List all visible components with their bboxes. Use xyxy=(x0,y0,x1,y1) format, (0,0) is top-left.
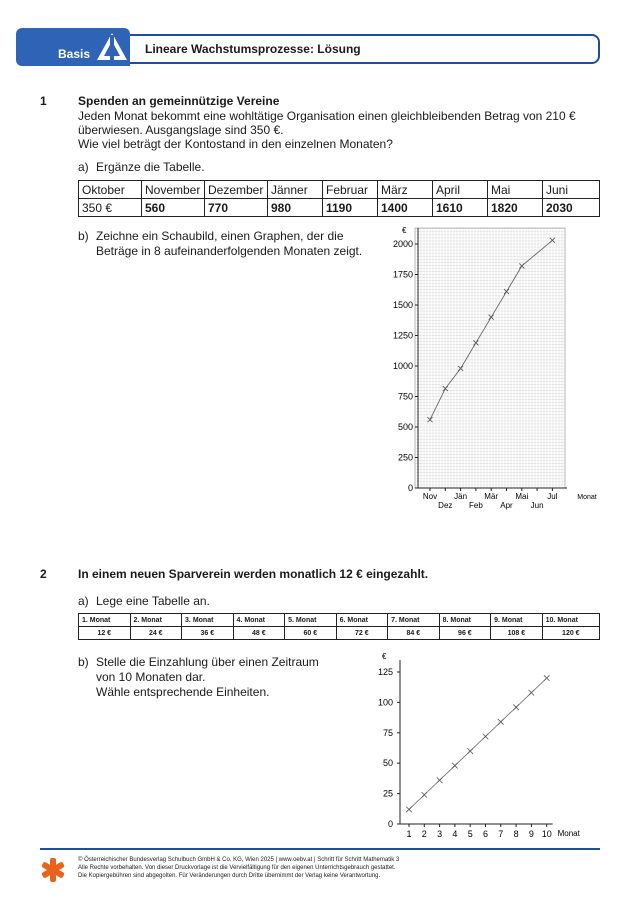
footer-line: © Österreichischer Bundesverlag Schulbuch GmbH & Co. KG, Wien 2025 | www.oebv.at | Schritt für Schritt Mathematik 3 xyxy=(78,857,400,863)
triangle-logo-icon xyxy=(95,31,129,63)
task1b-line1: Zeichne ein Schaubild, einen Graphen, der die xyxy=(96,229,344,243)
chart-savings xyxy=(360,650,600,842)
task1-number: 1 xyxy=(40,94,47,108)
task2b-line2: von 10 Monaten dar. xyxy=(96,670,206,684)
table-cell: 3. Monat xyxy=(182,614,234,627)
series-line xyxy=(409,678,547,809)
x-axis-label: Monat xyxy=(577,494,597,501)
footer-line: Alle Rechte vorbehalten. Von dieser Druckvorlage ist die Vervielfältigung für den eigenen Unterrichtsgebrauch gestattet. xyxy=(78,865,396,871)
x-tick-label: 9 xyxy=(528,829,534,839)
y-tick-label: 0 xyxy=(387,819,393,829)
y-tick-label: 750 xyxy=(397,391,413,402)
data-point xyxy=(437,777,443,783)
table-cell: 560 xyxy=(142,199,205,217)
x-tick-label: 5 xyxy=(467,829,473,839)
table-cell: 84 € xyxy=(388,627,440,640)
x-tick-label: Apr xyxy=(500,501,513,510)
data-point xyxy=(406,807,412,813)
table-cell: 4. Monat xyxy=(233,614,285,627)
y-tick-label: 1750 xyxy=(392,269,413,280)
table-cell: 6. Monat xyxy=(336,614,388,627)
task1a-text: Ergänze die Tabelle. xyxy=(96,160,205,174)
y-tick-label: 50 xyxy=(382,758,393,769)
table-cell: 2030 xyxy=(543,199,600,217)
footer-copyright xyxy=(78,856,399,880)
y-tick-label: 125 xyxy=(377,667,393,677)
footer-line: Die Kopiergebühren sind abgegolten. Für Veränderungen durch Dritte übernimmt der Verlag keine Verantwortung. xyxy=(78,873,381,879)
table-cell: Jänner xyxy=(268,181,323,199)
table-cell: 60 € xyxy=(285,627,337,640)
table-cell: 1610 xyxy=(433,199,488,217)
table-cell: April xyxy=(433,181,488,199)
x-tick-label: Feb xyxy=(469,501,483,510)
y-axis-label: € xyxy=(402,226,407,235)
task1-title: Spenden an gemeinnützige Vereine xyxy=(78,94,280,108)
data-point xyxy=(498,719,504,725)
x-tick-label: Jun xyxy=(530,501,544,510)
series-line xyxy=(430,240,552,419)
table-cell: 2. Monat xyxy=(130,614,182,627)
y-tick-label: 75 xyxy=(382,727,393,738)
page-title: Lineare Wachstumsprozesse: Lösung xyxy=(145,42,361,56)
table-cell: 1820 xyxy=(488,199,543,217)
y-tick-label: 500 xyxy=(397,422,413,432)
table-cell: Februar xyxy=(323,181,378,199)
x-tick-label: Jul xyxy=(547,492,558,501)
x-tick-label: Nov xyxy=(422,492,438,501)
table-cell: 1. Monat xyxy=(79,614,131,627)
y-tick-label: 250 xyxy=(397,452,413,463)
task1b-label: b) xyxy=(78,229,89,243)
task2b-label: b) xyxy=(78,655,89,669)
chart-account-balance xyxy=(380,222,600,518)
table-cell: 36 € xyxy=(182,627,234,640)
x-tick-label: 1 xyxy=(406,829,412,839)
data-point xyxy=(513,704,519,710)
task1-intro-line2: überwiesen. Ausgangslage sind 350 €. xyxy=(78,123,284,137)
task2b-line3: Wähle entsprechende Einheiten. xyxy=(96,685,270,699)
y-tick-label: 1250 xyxy=(392,330,413,341)
x-tick-label: Jän xyxy=(454,492,468,501)
table-cell: 7. Monat xyxy=(388,614,440,627)
task1-table-value-row xyxy=(79,199,600,217)
table-cell: 9. Monat xyxy=(491,614,543,627)
y-tick-label: 25 xyxy=(382,788,393,799)
badge-label: Basis xyxy=(58,47,91,61)
task1a-label: a) xyxy=(78,160,89,174)
task1-table-header-row xyxy=(79,181,600,199)
table-cell: 108 € xyxy=(491,627,543,640)
y-tick-label: 0 xyxy=(407,483,413,493)
footer-divider xyxy=(40,848,600,850)
x-tick-label: Mär xyxy=(484,492,499,501)
x-tick-label: 7 xyxy=(498,829,504,839)
y-tick-label: 2000 xyxy=(392,239,413,249)
table-cell: 5. Monat xyxy=(285,614,337,627)
x-tick-label: 2 xyxy=(421,829,427,839)
data-point xyxy=(529,690,535,696)
task2a-text: Lege eine Tabelle an. xyxy=(96,594,210,608)
publisher-star-logo-icon xyxy=(40,857,66,883)
table-cell: 1400 xyxy=(378,199,433,217)
data-point xyxy=(458,366,463,371)
task2-table-value-row xyxy=(79,627,600,640)
table-cell: 12 € xyxy=(79,627,131,640)
y-tick-label: 100 xyxy=(377,697,393,708)
task1b-line2: Beträge in 8 aufeinanderfolgenden Monaten zeigt. xyxy=(96,244,363,258)
data-point xyxy=(550,238,555,243)
x-tick-label: 3 xyxy=(437,829,443,839)
x-tick-label: 10 xyxy=(541,829,552,839)
table-cell: 48 € xyxy=(233,627,285,640)
table-cell: 120 € xyxy=(542,627,599,640)
task1-intro-line3: Wie viel beträgt der Kontostand in den einzelnen Monaten? xyxy=(78,137,393,151)
table-cell: 10. Monat xyxy=(542,614,599,627)
task2b-line1: Stelle die Einzahlung über einen Zeitraum xyxy=(96,655,319,669)
task2-table-header-row xyxy=(79,614,600,627)
table-cell: Mai xyxy=(488,181,543,199)
task2a-label: a) xyxy=(78,594,89,608)
data-point xyxy=(544,675,550,681)
x-tick-label: 4 xyxy=(452,829,458,839)
table-cell: Oktober xyxy=(79,181,142,199)
table-cell: 96 € xyxy=(439,627,491,640)
table-cell: Juni xyxy=(543,181,600,199)
x-tick-label: 6 xyxy=(482,829,489,839)
table-cell: November xyxy=(142,181,205,199)
y-tick-label: 1500 xyxy=(392,300,413,310)
table-cell: 72 € xyxy=(336,627,388,640)
x-tick-label: Dez xyxy=(438,501,453,510)
task1-table xyxy=(78,180,600,217)
table-cell: 8. Monat xyxy=(439,614,491,627)
x-axis-label: Monat xyxy=(557,829,580,838)
table-cell: 350 € xyxy=(79,199,142,217)
task2-title: In einem neuen Sparverein werden monatlich 12 € eingezahlt. xyxy=(78,567,429,581)
y-axis-label: € xyxy=(382,652,387,661)
data-point xyxy=(422,792,428,798)
y-tick-label: 1000 xyxy=(392,361,413,371)
data-point xyxy=(452,763,458,769)
task1-intro-line1: Jeden Monat bekommt eine wohltätige Organisation einen gleichbleibenden Betrag von 210 € xyxy=(78,109,576,123)
data-point xyxy=(483,734,489,740)
task2-number: 2 xyxy=(40,567,47,581)
table-cell: März xyxy=(378,181,433,199)
table-cell: 1190 xyxy=(323,199,378,217)
task2-table xyxy=(78,613,600,640)
table-cell: 980 xyxy=(268,199,323,217)
table-cell: 24 € xyxy=(130,627,182,640)
x-tick-label: 8 xyxy=(513,829,519,839)
table-cell: 770 xyxy=(205,199,268,217)
data-point xyxy=(467,748,473,754)
table-cell: Dezember xyxy=(205,181,268,199)
x-tick-label: Mai xyxy=(515,492,529,501)
